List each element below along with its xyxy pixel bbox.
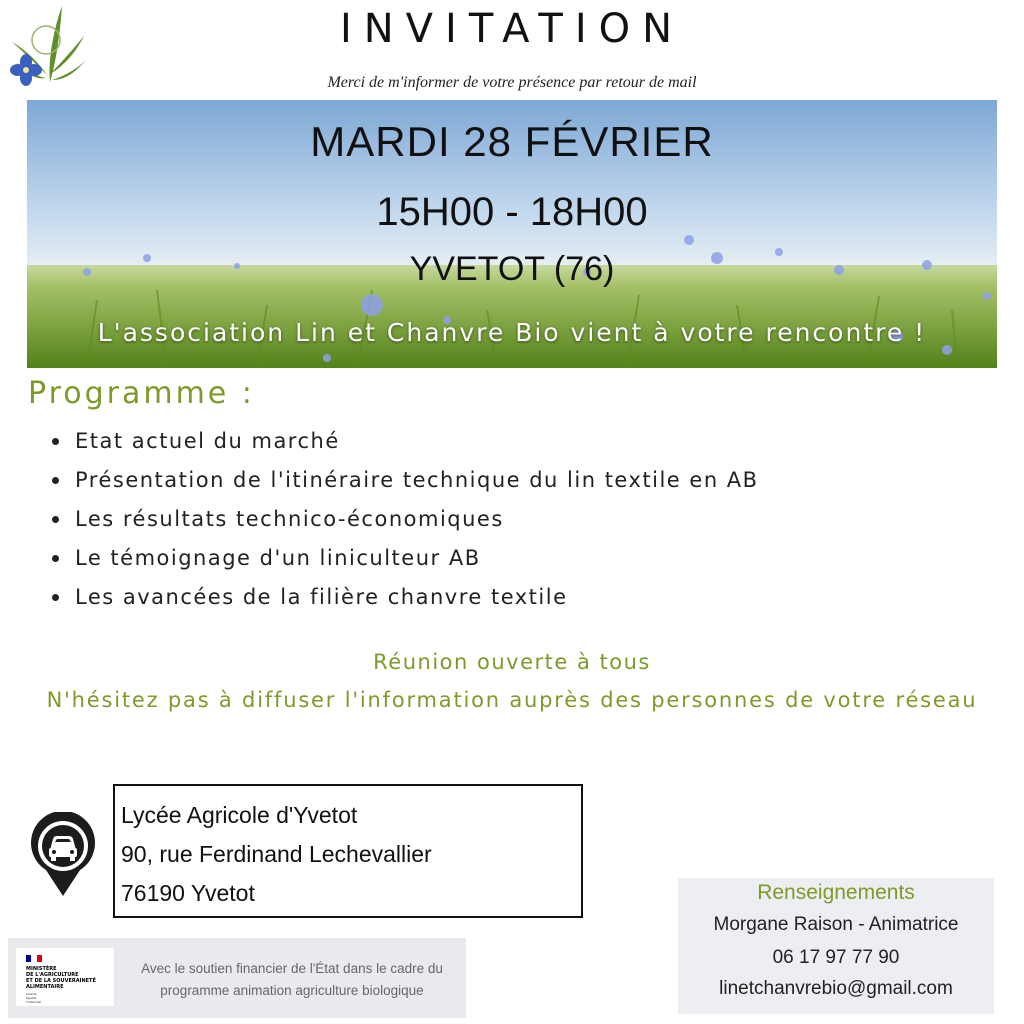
bullet-icon (52, 594, 59, 601)
list-item: Etat actuel du marché (50, 424, 759, 463)
association-tagline: L'association Lin et Chanvre Bio vient à votre rencontre ! (97, 318, 927, 347)
ministry-logo: MINISTÈRE DE L'AGRICULTURE ET DE LA SOUVERAINETÉ ALIMENTAIRE Liberté Égalité Fraternité (16, 948, 114, 1006)
address-line-street: 90, rue Ferdinand Lechevallier (121, 841, 432, 867)
car-location-pin-icon (28, 812, 98, 898)
address-line-name: Lycée Agricole d'Yvetot (121, 802, 358, 828)
list-item: Le témoignage d'un liniculteur AB (50, 541, 759, 580)
address-box (113, 784, 583, 918)
list-item: Les avancées de la filière chanvre textile (50, 580, 759, 619)
bullet-icon (52, 516, 59, 523)
french-flag-icon (26, 955, 42, 962)
contact-panel (678, 878, 994, 1014)
program-list (50, 424, 759, 619)
funding-panel (8, 938, 466, 1018)
program-heading: Programme : (28, 376, 255, 411)
event-place: YVETOT (76) (409, 250, 615, 288)
bullet-icon (52, 477, 59, 484)
event-date: MARDI 28 FÉVRIER (310, 118, 714, 165)
page-title: INVITATION (339, 6, 685, 52)
event-time: 15H00 - 18H00 (376, 190, 648, 234)
event-banner (27, 100, 997, 368)
open-meeting-note: Réunion ouverte à tous (373, 650, 651, 674)
contact-email[interactable]: linetchanvrebio@gmail.com (719, 978, 953, 999)
funding-note: Avec le soutien financier de l'État dans le cadre du programme animation agriculture biologique (141, 961, 443, 998)
list-item: Les résultats technico-économiques (50, 502, 759, 541)
list-item: Présentation de l'itinéraire technique du lin textile en AB (50, 463, 759, 502)
bullet-icon (52, 438, 59, 445)
contact-phone: 06 17 97 77 90 (772, 947, 900, 968)
share-note: N'hésitez pas à diffuser l'information auprès des personnes de votre réseau (46, 688, 978, 712)
address-line-city: 76190 Yvetot (121, 880, 255, 906)
contact-name: Morgane Raison - Animatrice (713, 914, 959, 935)
bullet-icon (52, 555, 59, 562)
contact-title: Renseignements (757, 881, 915, 904)
rsvp-note: Merci de m'informer de votre présence par retour de mail (327, 74, 697, 91)
